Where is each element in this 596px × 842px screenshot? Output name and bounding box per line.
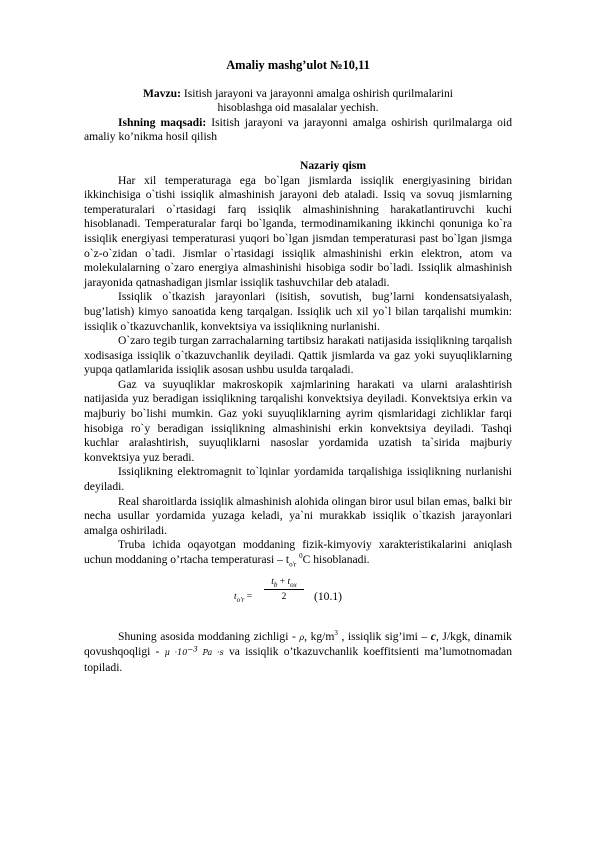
- subject-label: Mavzu:: [142, 86, 181, 100]
- page-title: Amaliy mashg’ulot №10,11: [226, 58, 370, 72]
- paragraph: Har xil temperaturaga ega bo`lgan jismlarda issiqlik energiyasining biridan ikkinchisiga o`tishi issiqlik almashinish jarayoni deb ataladi. Issiq va sovuq jismlarning temperaturalari o`rtasidagi farq issiqlik almashinishning harakatlantiruvchi kuchi hisoblanadi. Temperaturalar farqi bo`lganda, termodinamikaning ikkinchi qonuniga ko`ra issiqlik energiyasi temperaturasi yuqori bo`lgan jismdan temperaturasi past bo`lgan jismga o`z-o`zidan o`tadi. Jismlar o`rtasidagi issiqlik almashinishi erkin elektron, atom va molekulalarning o`zaro energiya almashinishi hisobiga sodir bo`ladi. Issiqlik almashinish jarayonida qatnashadigan jismlar issiqlik tashuvchilar deb ataladi.: [84, 173, 512, 289]
- c-symbol: c: [430, 629, 436, 643]
- formula-denominator: 2: [281, 591, 287, 602]
- paragraph: Gaz va suyuqliklar makroskopik xajmlarining harakati va ularni aralashtirish natijasida yuz beradigan issiqlikning tarqalishi konvektsiya deyiladi. Konvektsiya erkin va majburiy bo`lishi mumkin. Gaz yoki suyuqliklarning ayrim qismlaridagi zichliklar farqi hisobiga ro`y beradigan issiqlikning almashinishi erkin konvektsiya deyiladi. Tashqi kuchlar aralashtirish, suyuqliklarni nasoslar yordamida uzatish ta`sirida majburiy konvektsiya yuz beradi.: [84, 377, 512, 464]
- subject-text-2: hisoblashga oid masalalar yechish.: [217, 101, 379, 115]
- formula-fraction: [264, 576, 304, 604]
- paragraph: Issiqlikning elektromagnit to`lqinlar yordamida tarqalishiga issiqlikning nurlanishi deyiladi.: [84, 465, 512, 494]
- paragraph-text: Truba ichida oqayotgan moddaning fizik-kimyoviy xarakteristikalarini aniqlash uchun moddaning o’rtacha temperaturasi – t: [84, 538, 512, 566]
- paragraph-end: C hisoblanadi.: [302, 553, 370, 566]
- paragraph: Issiqlik o`tkazish jarayonlari (isitish, sovutish, bug’larni kondensatsiyalash, bug’latish) kimyo sanoatida keng tarqalgan. Issiqlik uch xil yo`l bilan tarqalishi mumkin: issiqlik o`tkazuvchanlik, konvektsiya va issiqlikning nurlanishi.: [84, 290, 512, 333]
- formula-block: [84, 572, 512, 622]
- paragraph: Real sharoitlarda issiqlik almashinish alohida olingan biror usul bilan emas, balki bir necha usullar yordamida yuzaga keladi, ya`ni murakkab issiqlik o`tkazish jarayonlari amalga oshiriladi.: [84, 494, 512, 537]
- mu-symbol: $\mu \cdot 10^{-3}$ Pa ·s: [164, 645, 224, 658]
- rho-symbol: ρ: [299, 632, 305, 642]
- formula-lhs: $t_{o'r}$ =: [234, 591, 253, 604]
- section-title: Nazariy qism: [299, 158, 366, 172]
- goal-text: Isitish jarayoni va jarayonni amalga oshirish qurilmalarga oid amaliy ko’nikma hosil qilish: [84, 115, 512, 144]
- subscript: o'r: [289, 560, 297, 569]
- goal-line: [84, 116, 512, 145]
- document-body: [84, 58, 512, 675]
- formula-numerator: $t_b + t_{ox}$: [264, 576, 304, 590]
- paragraph: O`zaro tegib turgan zarrachalarning tartibsiz harakati natijasida issiqlikning tarqalish xodisasiga issiqlik o`tkazuvchanlik deyiladi. Qattik jismlarda va gaz yoki suyuqliklarning yupqa qatlamlarida issiqlik asosan ushbu usulda tarqaladi.: [84, 334, 512, 377]
- goal-label: Ishning maqsadi:: [118, 115, 207, 129]
- formula-number: (10.1): [314, 589, 343, 603]
- paragraph-temperature: [84, 538, 512, 567]
- subject-line: [84, 87, 512, 116]
- paragraph-final: Shuning asosida moddaning zichligi - ρ, $kg/m^3$ , issiqlik sig’imi – c, J/kgk, dinamik qovushqoqligi - $\mu \cdot 10^{-3}$ Pa ·s va issiqlik o’tkazuvchanlik koeffitsienti ma’lumotnomadan topiladi.: [84, 628, 512, 674]
- superscript: 0: [299, 552, 303, 561]
- subject-text-1: Isitish jarayoni va jarayonni amalga oshirish qurilmalarini: [180, 86, 454, 100]
